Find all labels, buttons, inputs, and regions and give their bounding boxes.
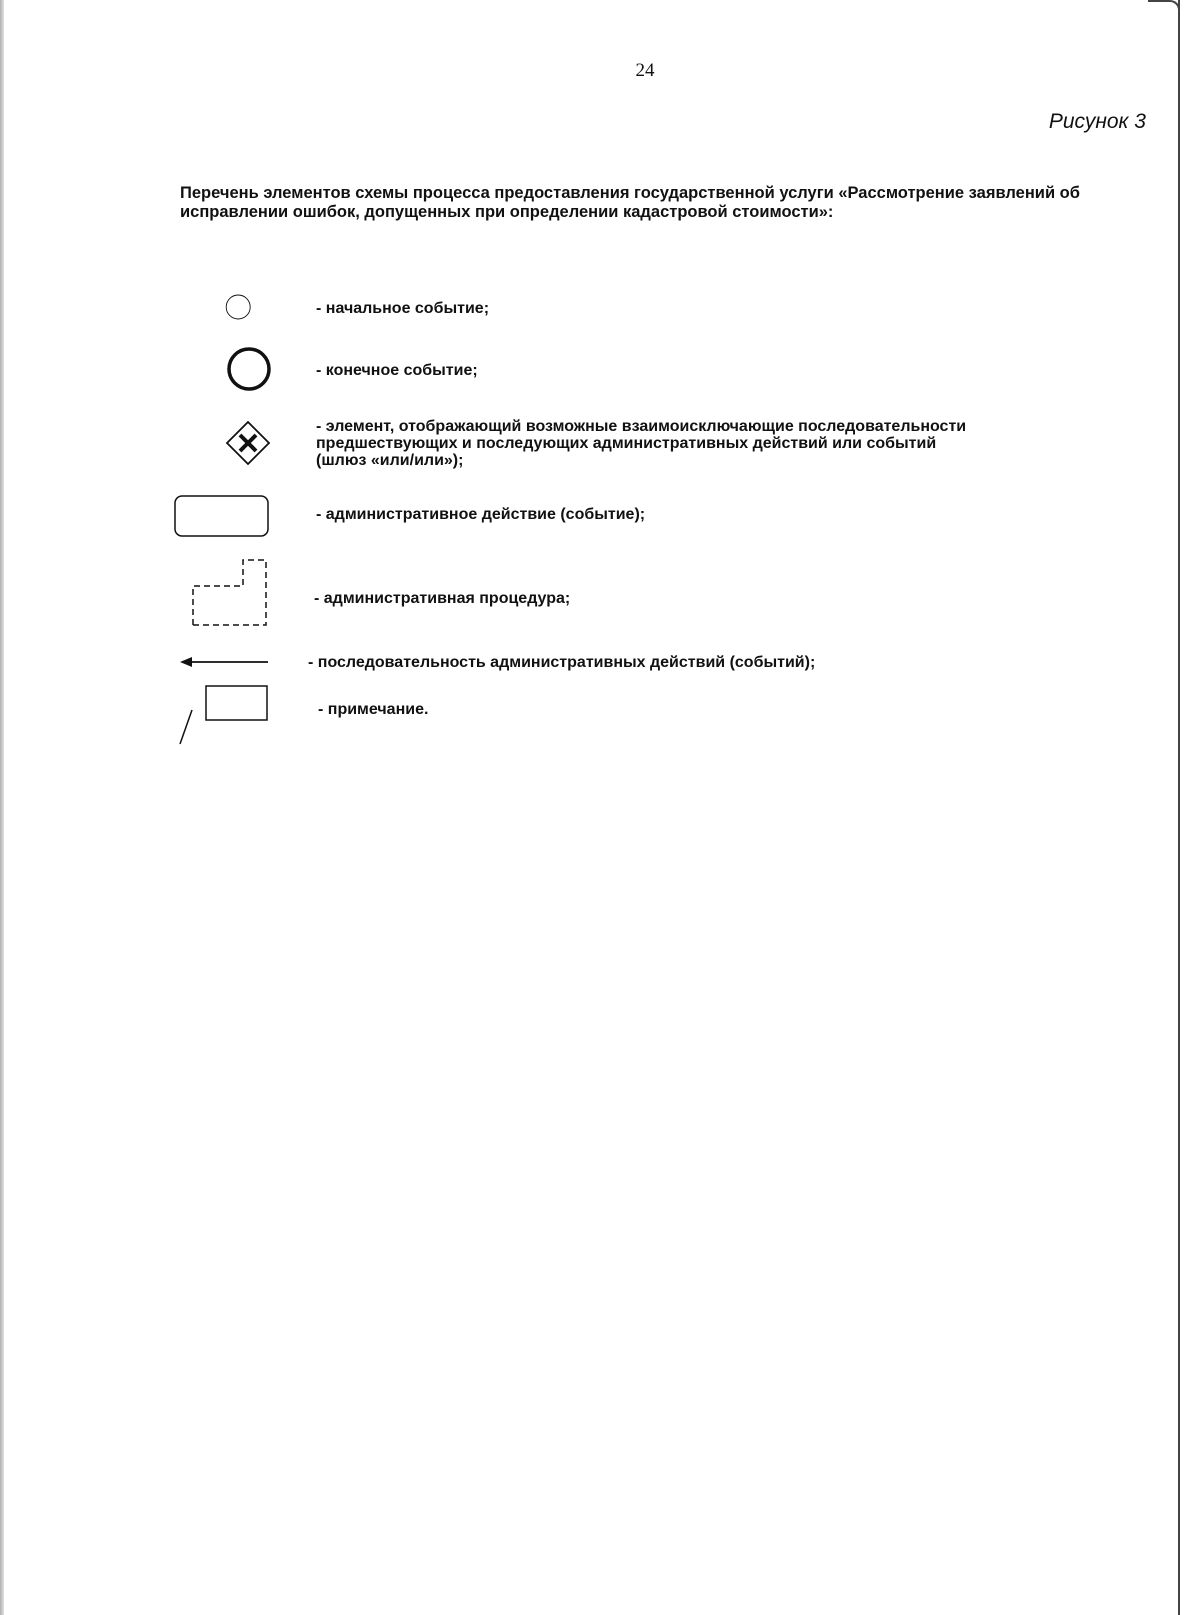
figure-label: Рисунок 3 bbox=[1048, 110, 1146, 133]
legend-text-gateway-line3: (шлюз «или/или»); bbox=[316, 452, 464, 469]
legend-text-note: - примечание. bbox=[318, 701, 429, 718]
legend-text-action: - административное действие (событие); bbox=[316, 506, 646, 523]
legend-text-gateway-line2: предшествующих и последующих административных действий или событий bbox=[316, 435, 937, 452]
legend-item-sequence bbox=[172, 648, 1072, 678]
thin-circle-icon bbox=[222, 282, 282, 332]
dashed-procedure-icon bbox=[172, 558, 272, 628]
legend-item-gateway bbox=[172, 418, 1072, 478]
page-number: 24 bbox=[635, 60, 655, 81]
annotation-icon bbox=[172, 684, 272, 754]
legend-text-gateway-line1: - элемент, отображающий возможные взаимоисключающие последовательности bbox=[316, 418, 967, 435]
legend-item-note bbox=[172, 684, 1072, 754]
scan-corner bbox=[1148, 0, 1180, 16]
scan-edge-left bbox=[0, 0, 4, 1615]
legend-text-sequence: - последовательность административных действий (событий); bbox=[308, 654, 816, 671]
legend-item-procedure bbox=[172, 558, 1072, 628]
scan-edge-right bbox=[1178, 0, 1180, 1615]
intro-text: Перечень элементов схемы процесса предоставления государственной услуги «Рассмотрение заявлений об исправлении ошибок, допущенных при определении кадастровой стоимости»: bbox=[180, 184, 1080, 221]
legend-text-end-event: - конечное событие; bbox=[316, 362, 478, 379]
legend-text-gateway bbox=[316, 418, 966, 469]
arrow-left-icon bbox=[172, 648, 272, 678]
thick-circle-icon bbox=[222, 344, 282, 394]
diamond-x-gateway-icon bbox=[220, 418, 280, 468]
rounded-rectangle-icon bbox=[172, 492, 272, 542]
legend-text-start-event: - начальное событие; bbox=[316, 300, 490, 317]
legend-item-start-event bbox=[172, 282, 1072, 332]
legend-item-end-event bbox=[172, 344, 1072, 394]
legend-text-procedure: - административная процедура; bbox=[314, 590, 571, 607]
legend-item-action bbox=[172, 492, 1072, 542]
